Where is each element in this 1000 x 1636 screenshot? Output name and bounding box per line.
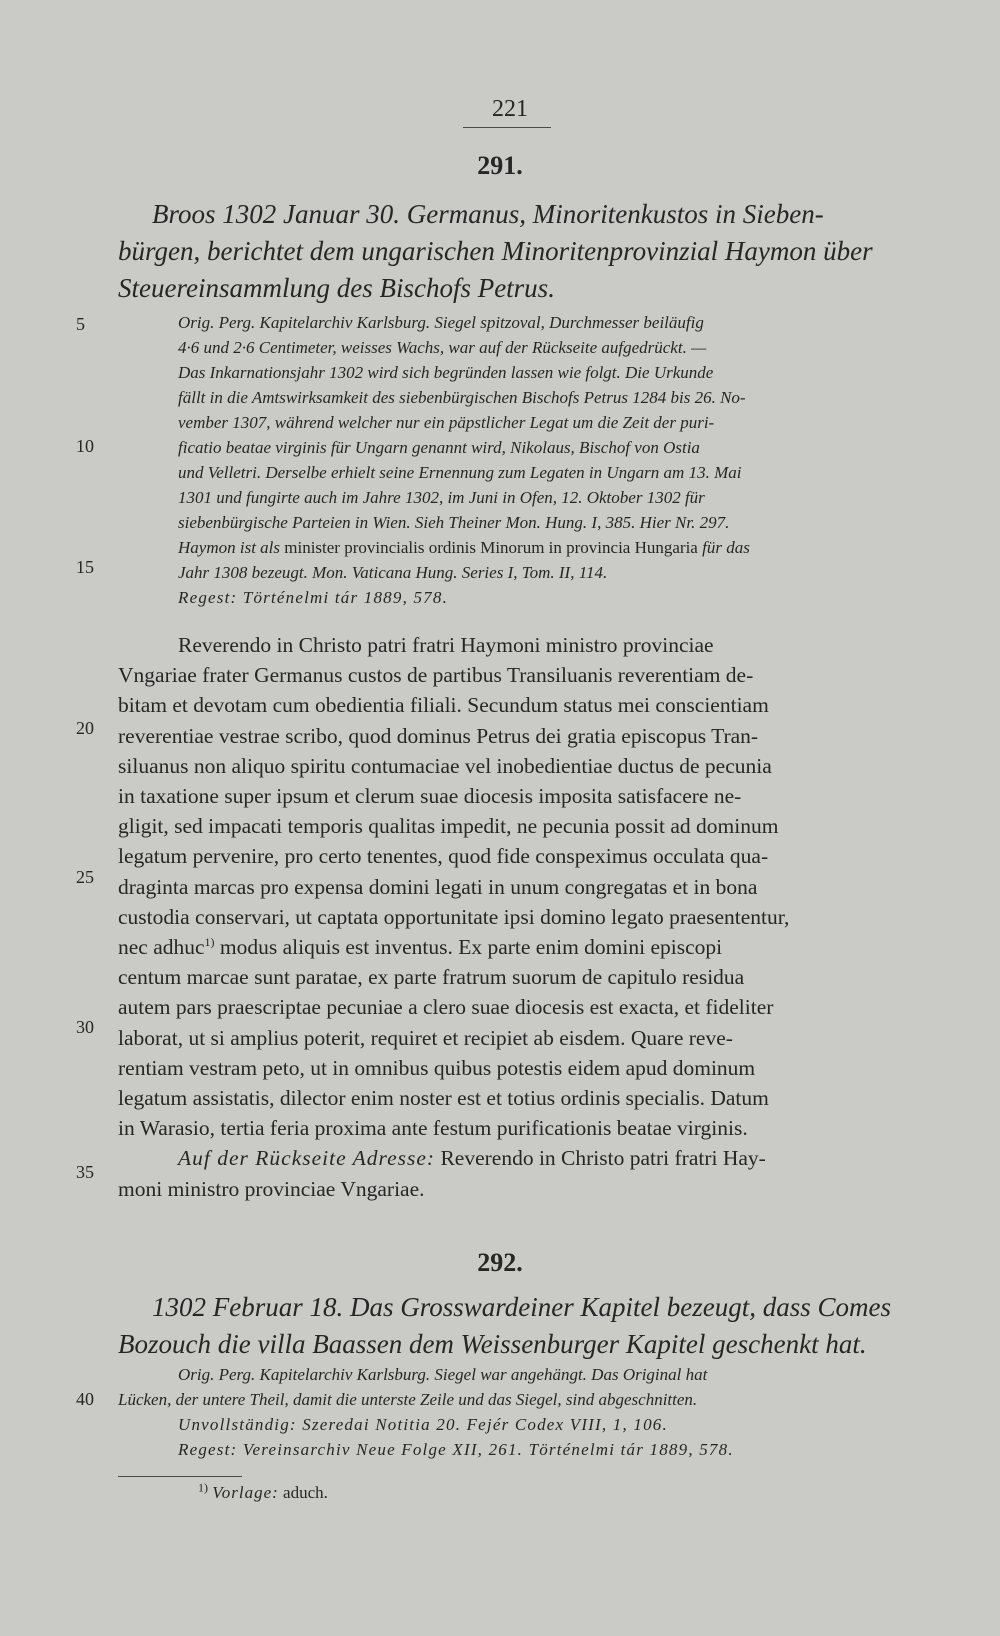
text-line: siluanus non aliquo spiritu contumaciae vel inobedientiae ductus de pecunia — [118, 753, 772, 778]
text-line: reverentiae vestrae scribo, quod dominus Petrus dei gratia episcopus Tran- — [118, 723, 759, 748]
document-291-text — [118, 630, 908, 1204]
text-line: legatum pervenire, pro certo tenentes, quod fide conspeximus occulata qua- — [118, 844, 769, 869]
text-line: centum marcae sunt paratae, ex parte fratrum suorum de capitulo residua — [118, 965, 745, 990]
document-number-292: 292. — [477, 1248, 523, 1277]
note-line: 1301 und fungirte auch im Jahre 1302, im Juni in Ofen, 12. Oktober 1302 für — [178, 488, 705, 507]
note-line: ficatio beatae virginis für Ungarn genannt wird, Nikolaus, Bischof von Ostia — [178, 438, 700, 457]
headline-line: Bozouch die villa Baassen dem Weissenburger Kapitel geschenkt hat. — [118, 1329, 867, 1359]
text-line — [118, 932, 908, 962]
document-292-headline — [118, 1289, 908, 1363]
page-number-rule — [463, 127, 551, 128]
headline-line: Steuereinsammlung des Bischofs Petrus. — [118, 273, 555, 303]
document-292-source-note — [118, 1362, 908, 1462]
note-text: Haymon ist als — [178, 538, 280, 557]
document-291-source-note — [118, 310, 908, 610]
text-line: gligit, sed impacati temporis qualitas impedit, ne pecunia possit ad dominum — [118, 814, 779, 839]
note-line — [118, 535, 908, 560]
headline-line: bürgen, berichtet dem ungarischen Minoritenprovinzial Haymon über — [118, 236, 873, 266]
footnote-text: aduch. — [283, 1483, 328, 1502]
text-line — [118, 1143, 908, 1173]
text-line: draginta marcas pro expensa domini legati in unum congregatas et in bona — [118, 874, 758, 899]
document-291-headline — [118, 196, 908, 307]
text-line: Vngariae frater Germanus custos de partibus Transiluanis reverentiam de- — [118, 663, 754, 688]
note-text: für das — [702, 538, 750, 557]
document-number-291: 291. — [477, 151, 523, 180]
note-regest-line: Regest: Vereinsarchiv Neue Folge XII, 261. Történelmi tár 1889, 578. — [178, 1440, 734, 1459]
note-line: Jahr 1308 bezeugt. Mon. Vaticana Hung. Series I, Tom. II, 114. — [178, 563, 608, 582]
note-latin-quote: minister provincialis ordinis Minorum in provincia Hungaria — [284, 538, 698, 557]
note-line: Das Inkarnationsjahr 1302 wird sich begründen lassen wie folgt. Die Urkunde — [178, 363, 714, 382]
footnote — [198, 1481, 328, 1505]
note-line: Orig. Perg. Kapitelarchiv Karlsburg. Siegel spitzoval, Durchmesser beiläufig — [178, 313, 704, 332]
text-line: in taxatione super ipsum et clerum suae diocesis imposita satisfacere ne- — [118, 784, 742, 809]
text-line: moni ministro provinciae Vngariae. — [118, 1176, 425, 1201]
endorsement-label: Auf der Rückseite Adresse: — [178, 1146, 436, 1171]
note-line: vember 1307, während welcher nur ein päpstlicher Legat um die Zeit der puri- — [178, 413, 715, 432]
margin-line-number: 30 — [76, 1017, 94, 1037]
text-line: laborat, ut si amplius poterit, requiret et recipiet ab eisdem. Quare reve- — [118, 1025, 733, 1050]
note-line: Orig. Perg. Kapitelarchiv Karlsburg. Siegel war angehängt. Das Original hat — [178, 1365, 708, 1384]
margin-line-number: 25 — [76, 867, 94, 887]
text-fragment: Reverendo in Christo patri fratri Hay- — [440, 1146, 766, 1171]
note-line: fällt in die Amtswirksamkeit des siebenbürgischen Bischofs Petrus 1284 bis 26. No- — [178, 388, 746, 407]
note-line: 4·6 und 2·6 Centimeter, weisses Wachs, war auf der Rückseite aufgedrückt. — — [178, 338, 707, 357]
text-line: Reverendo in Christo patri fratri Haymoni ministro provinciae — [178, 633, 714, 657]
margin-line-number: 10 — [76, 436, 94, 456]
footnote-label: Vorlage: — [212, 1483, 279, 1502]
text-line: legatum assistatis, dilector enim noster est et totius ordinis specialis. Datum — [118, 1086, 769, 1111]
headline-line: 1302 Februar 18. Das Grosswardeiner Kapitel bezeugt, dass Comes — [152, 1292, 891, 1322]
headline-line: Broos 1302 Januar 30. Germanus, Minoritenkustos in Sieben- — [152, 199, 824, 229]
text-line: autem pars praescriptae pecuniae a clero suae diocesis est exacta, et fideliter — [118, 995, 774, 1020]
footnote-marker: 1) — [204, 934, 215, 949]
margin-line-number: 20 — [76, 718, 94, 738]
text-line: rentiam vestram peto, ut in omnibus quibus potestis eidem apud dominum — [118, 1055, 756, 1080]
text-line: bitam et devotam cum obedientia filiali. Secundum status mei conscientiam — [118, 693, 769, 718]
note-line: siebenbürgische Parteien in Wien. Sieh Theiner Mon. Hung. I, 385. Hier Nr. 297. — [178, 513, 730, 532]
page-number: 221 — [492, 96, 528, 122]
margin-line-number: 5 — [76, 314, 85, 334]
note-line: Unvollständig: Szeredai Notitia 20. Fejér Codex VIII, 1, 106. — [178, 1415, 668, 1434]
note-line: und Velletri. Derselbe erhielt seine Ernennung zum Legaten in Ungarn am 13. Mai — [178, 463, 742, 482]
text-line: in Warasio, tertia feria proxima ante festum purificationis beatae virginis. — [118, 1116, 748, 1141]
text-fragment: modus aliquis est inventus. Ex parte enim domini episcopi — [219, 935, 723, 960]
margin-line-number: 40 — [76, 1389, 94, 1409]
margin-line-number: 35 — [76, 1162, 94, 1182]
note-regest-line: Regest: Történelmi tár 1889, 578. — [178, 588, 449, 607]
footnote-mark: 1) — [198, 1480, 208, 1495]
footnote-rule — [118, 1476, 242, 1477]
note-line: Lücken, der untere Theil, damit die unterste Zeile und das Siegel, sind abgeschnitten. — [118, 1390, 698, 1409]
margin-line-number: 15 — [76, 557, 94, 577]
text-fragment: nec adhuc — [118, 935, 205, 960]
text-line: custodia conservari, ut captata opportunitate ipsi domino legato praesententur, — [118, 904, 790, 929]
